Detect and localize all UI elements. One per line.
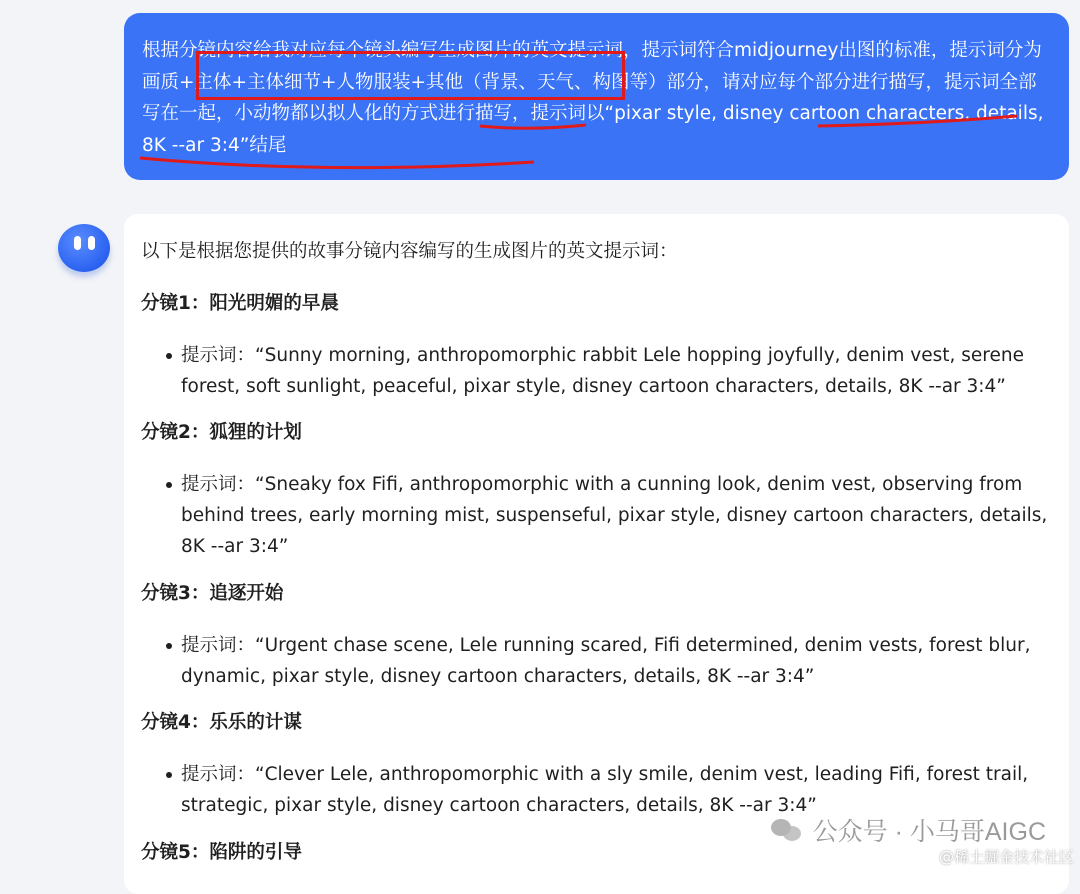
user-text-part: 的方式进行描写，提示词以 [382, 103, 605, 124]
bullet-icon [166, 353, 172, 359]
prompt-label: 提示词： [181, 345, 256, 366]
shot-title: 分镜3：追逐开始 [141, 583, 284, 604]
shot-title: 分镜4：乐乐的计谋 [141, 712, 302, 733]
prompt-text: “Sneaky fox Fifi, anthropomorphic with a cunning look, denim vest, observing from behind trees, early morning mist, suspenseful, pixar style, disney cartoon characters, details, 8K --ar 3:4” [181, 474, 1048, 557]
shot-section-4 [141, 709, 1049, 821]
prompt-text: “Clever Lele, anthropomorphic with a sly smile, denim vest, leading Fifi, forest trail, strategic, pixar style, disney cartoon characters, details, 8K --ar 3:4” [181, 764, 1029, 816]
prompt-label: 提示词： [181, 474, 256, 495]
watermark [771, 812, 1046, 848]
shot-section-3 [141, 580, 1049, 692]
prompt-list-item [181, 340, 1049, 402]
shot-title: 分镜1：阳光明媚的早晨 [141, 293, 339, 314]
avatar-eye-left [74, 236, 81, 250]
site-mark: @稀土掘金技术社区 [938, 848, 1074, 866]
shot-title: 分镜2：狐狸的计划 [141, 422, 302, 443]
user-text-highlight-suffix: “pixar style, disney cartoon characters, details, 8K --ar 3:4” [142, 103, 1044, 156]
shot-title: 分镜5：陷阱的引导 [141, 842, 302, 863]
avatar-eye-right [88, 236, 95, 250]
bullet-icon [166, 772, 172, 778]
bullet-icon [166, 482, 172, 488]
user-text-part: 根据分镜内容给我对应每个镜头编写生成图片的英文提示词，提示词符合midjourney出图的标准，提示词分为 [142, 40, 1042, 61]
user-text-highlight-anthropomorphic: 以拟人化 [308, 103, 383, 124]
watermark-text: 公众号 · 小马哥AIGC [812, 818, 1046, 846]
prompt-list-item [181, 469, 1049, 562]
prompt-text: “Sunny morning, anthropomorphic rabbit Lele hopping joyfully, denim vest, serene forest, soft sunlight, peaceful, pixar style, disney cartoon characters, details, 8K --ar 3:4” [181, 345, 1024, 397]
assistant-message-card [124, 214, 1069, 894]
bullet-icon [166, 643, 172, 649]
user-message-bubble [124, 13, 1069, 180]
user-text-part: 结尾 [249, 134, 287, 156]
assistant-intro: 以下是根据您提供的故事分镜内容编写的生成图片的英文提示词： [141, 241, 678, 262]
wechat-icon [771, 817, 803, 843]
user-text-highlight-structure: 画质+主体+主体细节+人物服装+其他 [142, 71, 464, 93]
annotation-rectangle [196, 51, 625, 100]
shot-section-1 [141, 290, 1049, 402]
prompt-label: 提示词： [181, 635, 256, 656]
assistant-avatar-icon [58, 224, 110, 272]
prompt-label: 提示词： [181, 764, 256, 785]
prompt-list-item [181, 630, 1049, 692]
user-text-part: （背景、天气、构图等）部分，请对应每个部分进行描写，提示词全部写在一起，小动物都 [142, 71, 1037, 124]
prompt-text: “Urgent chase scene, Lele running scared, Fifi determined, denim vests, forest blur, dynamic, pixar style, disney cartoon characters, details, 8K --ar 3:4” [181, 635, 1031, 687]
shot-section-2 [141, 419, 1049, 562]
